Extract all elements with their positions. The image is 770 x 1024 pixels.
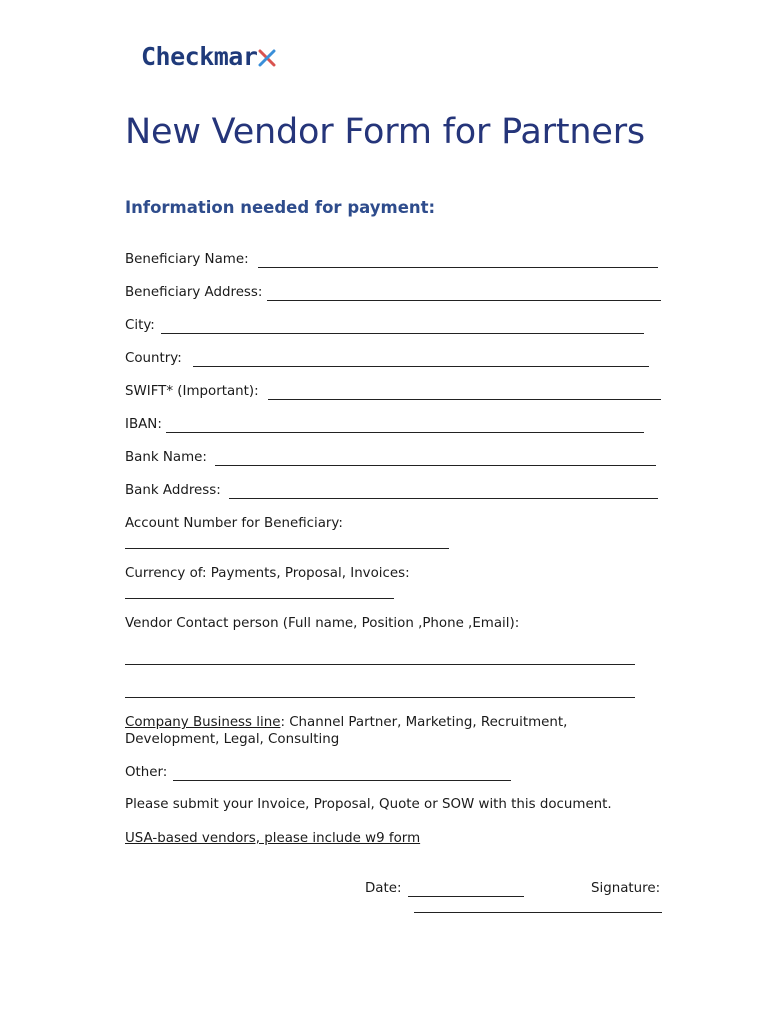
field-beneficiary-name (125, 252, 249, 267)
field-bank-address (125, 483, 221, 498)
date-field (365, 881, 402, 896)
logo-text: Checkmar (141, 42, 258, 71)
page-title: New Vendor Form for Partners (125, 112, 645, 152)
field-label: Vendor Contact person (Full name, Position ,Phone ,Email): (125, 616, 520, 631)
field-account-number (125, 516, 343, 531)
field-label: Currency of: Payments, Proposal, Invoices: (125, 566, 410, 581)
country-blank[interactable] (193, 366, 649, 367)
field-other (125, 765, 167, 780)
signature-label: Signature: (591, 881, 661, 896)
field-label: IBAN: (125, 417, 162, 432)
signature-field (591, 881, 660, 896)
business-line-label: Company Business line (125, 715, 281, 730)
other-blank[interactable] (173, 780, 511, 781)
field-label: Bank Name: (125, 450, 207, 465)
bank-address-blank[interactable] (229, 498, 658, 499)
field-vendor-contact (125, 616, 519, 631)
field-iban (125, 417, 162, 432)
bank-name-blank[interactable] (215, 465, 656, 466)
field-label: Beneficiary Address: (125, 285, 263, 300)
field-label: City: (125, 318, 155, 333)
field-business-line (125, 715, 567, 730)
field-business-line-cont (125, 732, 339, 747)
field-country (125, 351, 182, 366)
field-label: Bank Address: (125, 483, 221, 498)
iban-blank[interactable] (166, 432, 644, 433)
business-line-options: : Channel Partner, Marketing, Recruitment, (280, 715, 568, 730)
field-label: Other: (125, 765, 168, 780)
field-swift (125, 384, 259, 399)
field-label: Account Number for Beneficiary: (125, 516, 343, 531)
beneficiary-name-blank[interactable] (258, 267, 658, 268)
field-bank-name (125, 450, 207, 465)
date-label: Date: (365, 881, 402, 896)
account-number-blank[interactable] (125, 548, 449, 549)
date-blank[interactable] (408, 896, 524, 897)
field-label: SWIFT* (Important): (125, 384, 259, 399)
field-label: Beneficiary Name: (125, 252, 249, 267)
signature-blank[interactable] (414, 912, 662, 913)
swift-blank[interactable] (268, 399, 661, 400)
city-blank[interactable] (161, 333, 644, 334)
beneficiary-address-blank[interactable] (267, 300, 661, 301)
field-label: Country: (125, 351, 182, 366)
usa-vendors-note: USA-based vendors, please include w9 form (125, 831, 421, 846)
currency-blank[interactable] (125, 598, 394, 599)
company-logo (141, 42, 276, 71)
field-beneficiary-address (125, 285, 262, 300)
field-city (125, 318, 155, 333)
vendor-contact-blank-2[interactable] (125, 697, 635, 698)
field-currency (125, 566, 410, 581)
logo-x-icon (258, 49, 276, 67)
business-line-options-cont: Development, Legal, Consulting (125, 732, 340, 747)
instructions-text: Please submit your Invoice, Proposal, Quote or SOW with this document. (125, 797, 612, 812)
vendor-contact-blank-1[interactable] (125, 664, 635, 665)
section-subtitle: Information needed for payment: (125, 198, 436, 217)
